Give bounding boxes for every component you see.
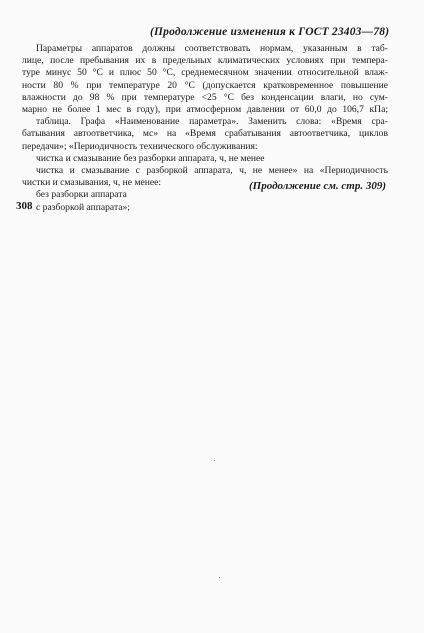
text-line: чистка и смазывание без разборки аппарата, ч, не менее: [36, 152, 265, 164]
text-line: передачи»; «Периодичность технического обслуживания:: [22, 140, 258, 152]
text-line: без разборки аппарата: [36, 189, 127, 201]
text-line: влажности до 98 % при температуре <25 °С без конденсации влаги, но сум-: [22, 91, 388, 103]
text-line: лице, после пребывания их в предельных климатических условиях при темпера-: [22, 55, 388, 67]
text-line: ности 80 % при температуре 20 °С (допускается кратковременное повышение: [22, 79, 388, 91]
text-line: батывания автоответчика, мс» на «Время срабатывания автоответчика, циклов: [22, 128, 388, 140]
text-line: Параметры аппаратов должны соответствовать нормам, указанным в таб-: [36, 43, 388, 54]
page-number: 308: [16, 200, 33, 212]
text-line: таблица. Графа «Наименование параметра». Заменить слова: «Время сра-: [36, 116, 388, 128]
text-line: чистки и смазывания, ч, не менее:: [22, 177, 162, 189]
text-line: с разборкой аппарата»;: [36, 201, 130, 213]
continuation-footer: (Продолжение см. стр. 309): [249, 180, 386, 192]
scan-speck: [214, 460, 215, 461]
text-line: туре минус 50 °С и плюс 50 °С, среднемесячном значении относительной влаж-: [22, 67, 388, 79]
text-line: марно не более 1 мес в году), при атмосферном давлении от 60,0 до 106,7 кПа;: [22, 104, 388, 116]
text-line: чистка и смазывание с разборкой аппарата, ч, не менее» на «Периодичность: [36, 165, 388, 177]
scan-speck: [219, 577, 220, 578]
continuation-header: (Продолжение изменения к ГОСТ 23403—78): [150, 26, 390, 38]
